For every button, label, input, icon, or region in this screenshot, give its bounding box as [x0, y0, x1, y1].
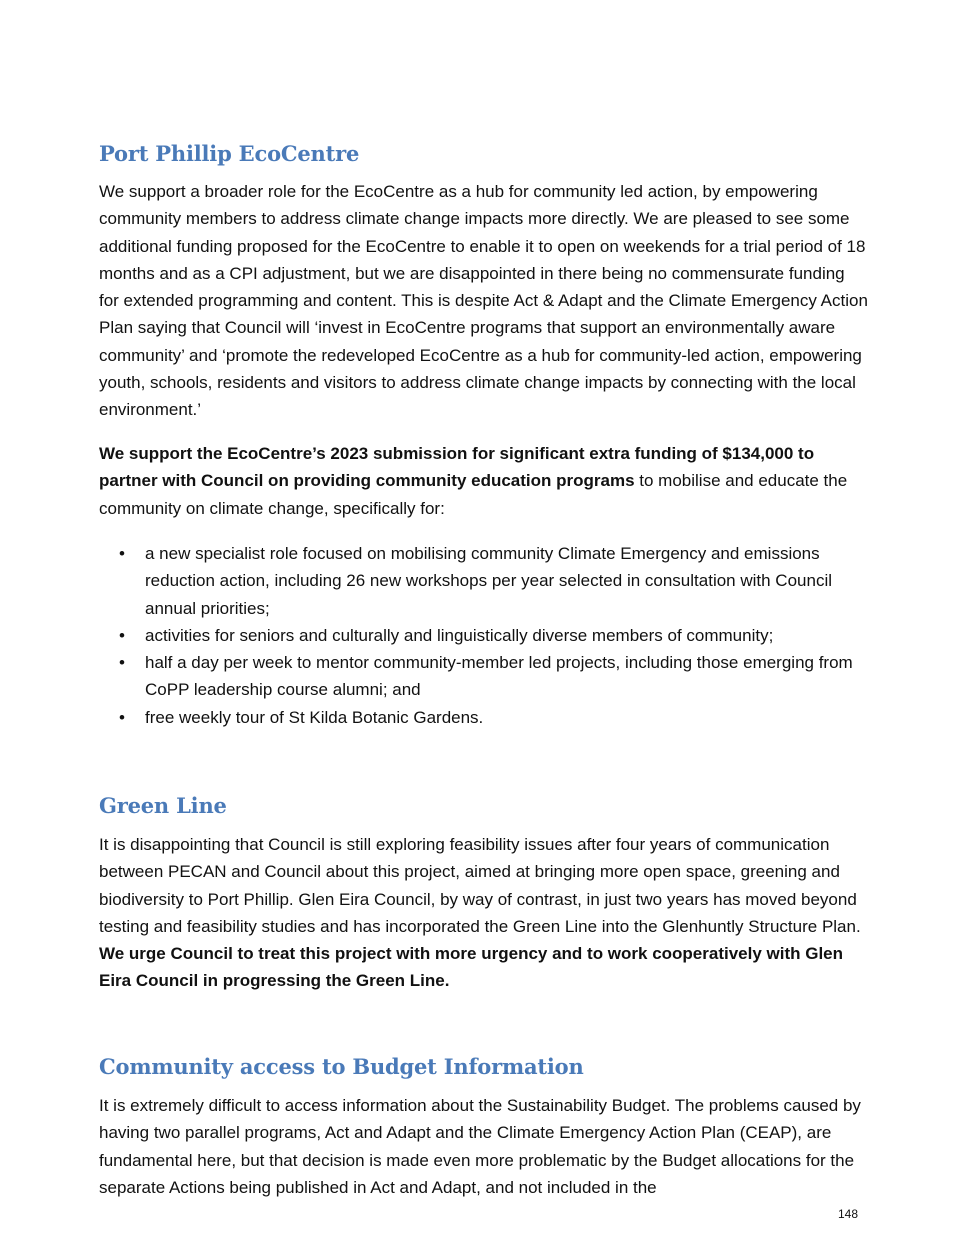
ecocentre-bullet-list [99, 540, 869, 731]
list-item: • free weekly tour of St Kilda Botanic Gardens. [99, 704, 869, 731]
ecocentre-funding-paragraph [99, 440, 869, 522]
green-line-paragraph: It is disappointing that Council is still exploring feasibility issues after four years of communication between PECAN and Council about this project, aimed at bringing more open space, greening and biodiversity to Port Phillip. Glen Eira Council, by way of contrast, in just two years has moved beyond testing and feasibility studies and has incorporated the Green Line into the Glenhuntly Structure Plan. We urge Council to treat this project with more urgency and to work cooperatively with Glen Eira Council in progressing the Green Line. [99, 835, 861, 991]
bullet-icon: • [119, 625, 125, 645]
heading-green-line: Green Line [99, 793, 227, 818]
ecocentre-funding-bold: We support the EcoCentre’s 2023 submission for significant extra funding of $134,000 to partner with Council on providing community education programs [99, 444, 815, 491]
bullet-icon: • [119, 653, 125, 673]
list-item: • half a day per week to mentor community-member led projects, including those emerging from CoPP leadership course alumni; and [99, 649, 869, 704]
ecocentre-paragraph: We support a broader role for the EcoCentre as a hub for community led action, by empowering community members to address climate change impacts more directly. We are pleased to see some additional funding proposed for the EcoCentre to enable it to open on weekends for a trial period of 18 months and as a CPI adjustment, but we are disappointed in there being no commensurate funding for extended programming and content. This is despite Act & Adapt and the Climate Emergency Action Plan saying that Council will ‘invest in EcoCentre programs that support an environmentally aware community’ and ‘promote the redeveloped EcoCentre as a hub for community-led action, empowering youth, schools, residents and visitors to address climate change impacts by connecting with the local environment.’ [99, 182, 868, 420]
bullet-icon: • [119, 544, 125, 563]
heading-budget-information: Community access to Budget Information [99, 1054, 584, 1079]
ecocentre-funding-rest: to mobilise and educate the community on climate change, specifically for: [99, 471, 848, 518]
page-number: 148 [837, 1207, 858, 1221]
budget-paragraph: It is extremely difficult to access information about the Sustainability Budget. The problems caused by having two parallel programs, Act and Adapt and the Climate Emergency Action Plan (CEAP), are fundamental here, but that decision is made even more problematic by the Budget allocations for the separate Actions being published in Act and Adapt, and not included in the [99, 1096, 861, 1197]
heading-ecocentre: Port Phillip EcoCentre [99, 141, 360, 166]
list-item: • activities for seniors and culturally and linguistically diverse members of community; [99, 622, 869, 649]
green-line-bold: We urge Council to treat this project with more urgency and to work cooperatively with Glen Eira Council in progressing the Green Line. [99, 944, 844, 991]
list-item: • a new specialist role focused on mobilising community Climate Emergency and emissions reduction action, including 26 new workshops per year selected in consultation with Council annual priorities; [99, 540, 869, 622]
bullet-icon: • [119, 707, 125, 727]
